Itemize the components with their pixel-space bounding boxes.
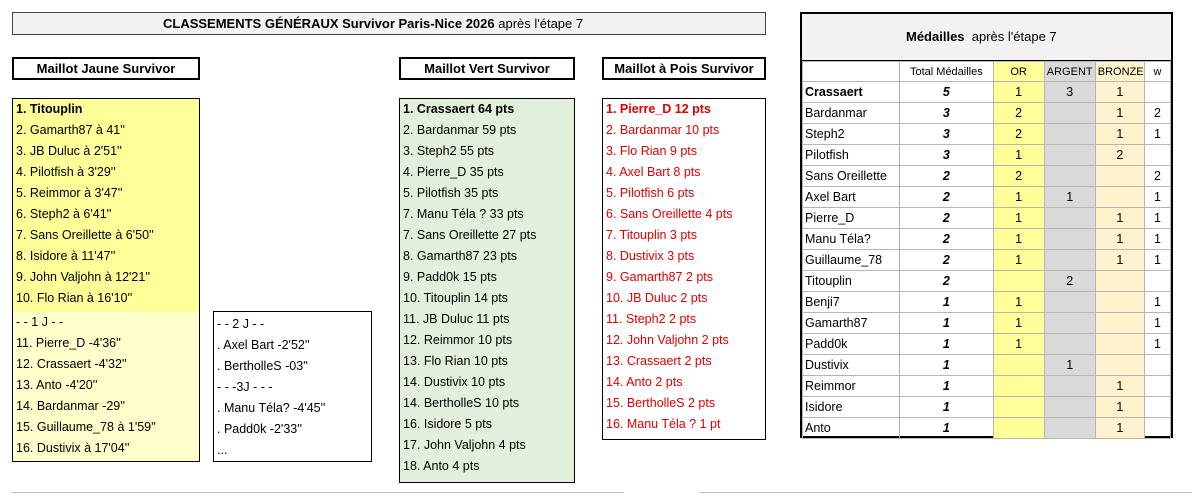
total-medals: 5 [900,82,993,103]
header-blank-cell [803,62,900,82]
list-item: 11. Steph2 2 pts [606,312,697,326]
w-count [1144,376,1170,397]
bronze-count: 1 [1095,250,1144,271]
gold-count: 1 [993,292,1044,313]
header-argent: ARGENT [1044,62,1095,82]
list-item: 4. Axel Bart 8 pts [606,165,701,179]
w-count: 1 [1144,250,1170,271]
list-item: 3. Flo Rian 9 pts [606,144,698,158]
list-item: 6. Steph2 à 6'41'' [16,207,112,221]
rider-name: Padd0k [803,334,900,355]
jaune-top-list [12,98,200,312]
vert-list [399,98,575,483]
gold-count [993,397,1044,418]
list-item: 12. Crassaert -4'32'' [16,357,127,371]
header-bronze: BRONZE [1095,62,1144,82]
medailles-header [802,14,1171,61]
total-medals: 2 [900,166,993,187]
bronze-count: 1 [1095,397,1144,418]
list-item: 9. John Valjohn à 12'21'' [16,270,151,284]
rider-name: Guillaume_78 [803,250,900,271]
rider-name: Reimmor [803,376,900,397]
list-item: . BertholleS -03'' [217,359,308,373]
total-medals: 2 [900,271,993,292]
bronze-count: 1 [1095,376,1144,397]
rider-name: Pierre_D [803,208,900,229]
total-medals: 2 [900,187,993,208]
silver-count [1044,124,1095,145]
gold-count: 1 [993,229,1044,250]
bronze-count [1095,313,1144,334]
list-item: 12. John Valjohn 2 pts [606,333,729,347]
list-item: 2. Bardanmar 10 pts [606,123,720,137]
list-item: 2. Bardanmar 59 pts [403,123,517,137]
bronze-count [1095,334,1144,355]
w-count [1144,355,1170,376]
header-maillot-jaune: Maillot Jaune Survivor [12,57,200,80]
table-row [803,334,1171,355]
list-item: 17. John Valjohn 4 pts [403,438,526,452]
list-item: 11. Pierre_D -4'36'' [16,336,121,350]
list-item: 9. Padd0k 15 pts [403,270,497,284]
bronze-count [1095,292,1144,313]
gold-count [993,271,1044,292]
list-item: - - 2 J - - [217,317,265,331]
header-or: OR [993,62,1044,82]
total-medals: 1 [900,355,993,376]
medailles-table [802,61,1171,439]
w-count: 1 [1144,124,1170,145]
silver-count [1044,397,1095,418]
list-item: 15. Guillaume_78 à 1'59'' [16,420,156,434]
table-row [803,103,1171,124]
rider-name: Isidore [803,397,900,418]
total-medals: 1 [900,334,993,355]
table-row [803,355,1171,376]
rider-name: Benji7 [803,292,900,313]
table-row [803,418,1171,439]
silver-count [1044,292,1095,313]
list-item: 6. Sans Oreillette 4 pts [606,207,733,221]
rider-name: Manu Téla? [803,229,900,250]
total-medals: 1 [900,292,993,313]
list-item: 4. Pierre_D 35 pts [403,165,504,179]
w-count: 1 [1144,229,1170,250]
medailles-title: Médailles [906,29,965,44]
list-item: 11. JB Duluc 11 pts [403,312,510,326]
list-item: 7. Manu Téla ? 33 pts [403,207,524,221]
silver-count [1044,208,1095,229]
silver-count [1044,313,1095,334]
bottom-divider-right [700,492,1192,493]
bronze-count: 1 [1095,82,1144,103]
list-item: 14. Bardanmar -29'' [16,399,125,413]
gold-count: 1 [993,334,1044,355]
silver-count: 1 [1044,355,1095,376]
list-item: 15. BertholleS 2 pts [606,396,716,410]
silver-count [1044,250,1095,271]
total-medals: 1 [900,313,993,334]
table-row [803,397,1171,418]
header-total: Total Médailles [900,62,993,82]
bronze-count: 1 [1095,103,1144,124]
list-item: 5. Reimmor à 3'47'' [16,186,123,200]
w-count [1144,82,1170,103]
gold-count: 1 [993,145,1044,166]
list-item: 13. Flo Rian 10 pts [403,354,508,368]
rider-name: Sans Oreillette [803,166,900,187]
rider-name: Axel Bart [803,187,900,208]
list-item: 1. Titouplin [16,102,83,116]
silver-count [1044,334,1095,355]
silver-count [1044,418,1095,439]
silver-count: 2 [1044,271,1095,292]
list-item: . Padd0k -2'33'' [217,422,302,436]
total-medals: 3 [900,145,993,166]
medailles-subtitle: après l'étape 7 [971,29,1057,44]
medailles-column-headers [803,62,1171,82]
rider-name: Gamarth87 [803,313,900,334]
silver-count [1044,103,1095,124]
gold-count: 1 [993,313,1044,334]
list-item: 9. Gamarth87 2 pts [606,270,714,284]
w-count: 2 [1144,166,1170,187]
list-item: 5. Pilotfish 6 pts [606,186,695,200]
list-item: 10. JB Duluc 2 pts [606,291,708,305]
total-medals: 3 [900,124,993,145]
rider-name: Pilotfish [803,145,900,166]
table-row [803,145,1171,166]
list-item: 12. Reimmor 10 pts [403,333,513,347]
w-count: 1 [1144,208,1170,229]
rider-name: Anto [803,418,900,439]
w-count: 1 [1144,334,1170,355]
list-item: 7. Sans Oreillette à 6'50'' [16,228,154,242]
table-row [803,376,1171,397]
list-item: 16. Manu Téla ? 1 pt [606,417,721,431]
list-item: 18. Anto 4 pts [403,459,480,473]
list-item: 1. Crassaert 64 pts [403,102,515,116]
title-suffix: après l'étape 7 [498,16,584,31]
gold-count: 2 [993,166,1044,187]
title-main: CLASSEMENTS GÉNÉRAUX Survivor Paris-Nice 2026 [163,16,495,31]
list-item: 1. Pierre_D 12 pts [606,102,711,116]
list-item: 16. Dustivix à 17'04'' [16,441,130,455]
rider-name: Crassaert [803,82,900,103]
list-item: 8. Isidore à 11'47'' [16,249,116,263]
gold-count: 2 [993,124,1044,145]
w-count [1144,397,1170,418]
table-row [803,313,1171,334]
list-item: 14. Dustivix 10 pts [403,375,506,389]
list-item: 13. Crassaert 2 pts [606,354,712,368]
table-row [803,229,1171,250]
rider-name: Titouplin [803,271,900,292]
header-maillot-pois: Maillot à Pois Survivor [602,57,766,80]
table-row [803,166,1171,187]
total-medals: 2 [900,250,993,271]
list-item: 14. BertholleS 10 pts [403,396,520,410]
w-count [1144,271,1170,292]
rider-name: Dustivix [803,355,900,376]
bottom-divider-left [12,492,624,493]
header-maillot-vert: Maillot Vert Survivor [399,57,575,80]
bronze-count: 1 [1095,124,1144,145]
total-medals: 1 [900,418,993,439]
gold-count: 1 [993,187,1044,208]
gold-count [993,376,1044,397]
bronze-count [1095,166,1144,187]
list-item: 2. Gamarth87 à 41'' [16,123,126,137]
list-item: 13. Anto -4'20'' [16,378,98,392]
silver-count: 3 [1044,82,1095,103]
list-item: 10. Titouplin 14 pts [403,291,508,305]
silver-count [1044,145,1095,166]
gold-count [993,418,1044,439]
rider-name: Bardanmar [803,103,900,124]
list-item: . Axel Bart -2'52'' [217,338,310,352]
list-item: . Manu Téla? -4'45'' [217,401,326,415]
gold-count: 1 [993,208,1044,229]
list-item: 16. Isidore 5 pts [403,417,492,431]
bronze-count [1095,355,1144,376]
silver-count [1044,229,1095,250]
list-item: 14. Anto 2 pts [606,375,683,389]
total-medals: 1 [900,397,993,418]
silver-count: 1 [1044,187,1095,208]
header-w: w [1144,62,1170,82]
medailles-panel [800,12,1173,438]
list-item: 3. Steph2 55 pts [403,144,495,158]
table-row [803,208,1171,229]
list-item: 8. Dustivix 3 pts [606,249,695,263]
gold-count [993,355,1044,376]
bronze-count: 1 [1095,229,1144,250]
bronze-count [1095,271,1144,292]
w-count: 1 [1144,313,1170,334]
silver-count [1044,376,1095,397]
list-item: 10. Flo Rian à 16'10'' [16,291,133,305]
w-count: 1 [1144,187,1170,208]
gold-count: 2 [993,103,1044,124]
list-item: 4. Pilotfish à 3'29'' [16,165,116,179]
bronze-count: 2 [1095,145,1144,166]
jaune-group2-list [213,311,372,462]
total-medals: 3 [900,103,993,124]
bronze-count: 1 [1095,208,1144,229]
table-row [803,82,1171,103]
rider-name: Steph2 [803,124,900,145]
w-count [1144,418,1170,439]
table-row [803,271,1171,292]
list-item: 7. Sans Oreillette 27 pts [403,228,537,242]
pois-list [602,98,766,440]
silver-count [1044,166,1095,187]
list-item: 7. Titouplin 3 pts [606,228,698,242]
gold-count: 1 [993,250,1044,271]
gold-count: 1 [993,82,1044,103]
list-item: 5. Pilotfish 35 pts [403,186,499,200]
list-item: - - 1 J - - [16,315,64,329]
w-count [1144,145,1170,166]
list-item: 8. Gamarth87 23 pts [403,249,517,263]
bronze-count [1095,187,1144,208]
total-medals: 2 [900,229,993,250]
total-medals: 1 [900,376,993,397]
jaune-group1-list [12,312,200,462]
total-medals: 2 [900,208,993,229]
table-row [803,187,1171,208]
table-row [803,292,1171,313]
list-item: - - -3J - - - [217,380,273,394]
table-row [803,124,1171,145]
bronze-count: 1 [1095,418,1144,439]
page-title [12,12,766,35]
w-count: 1 [1144,292,1170,313]
list-item: ... [217,443,228,457]
w-count: 2 [1144,103,1170,124]
list-item: 3. JB Duluc à 2'51'' [16,144,122,158]
table-row [803,250,1171,271]
